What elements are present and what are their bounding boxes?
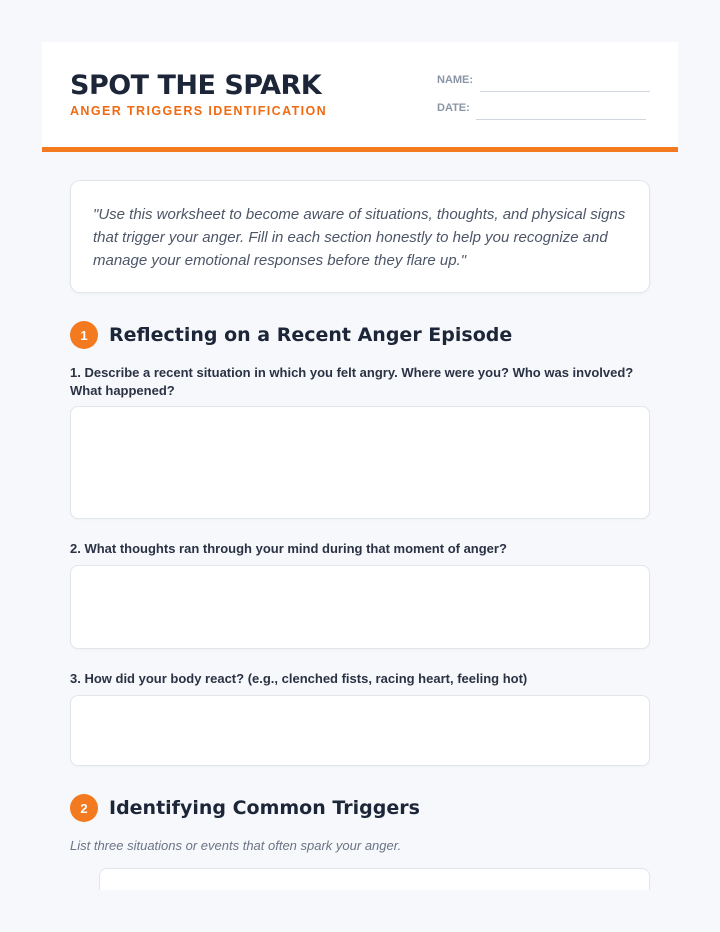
intro-quote: "Use this worksheet to become aware of situations, thoughts, and physical signs that trigger your anger. Fill in each section honestly to help you recognize and manage your emotional responses before they flare up.": [70, 180, 650, 293]
section-title: Identifying Common Triggers: [109, 797, 420, 819]
question-1: 1. Describe a recent situation in which you felt angry. Where were you? Who was involved? What happened?: [70, 365, 634, 398]
section-number-badge: 1: [70, 321, 98, 349]
name-field[interactable]: [480, 91, 650, 92]
section-2-hint: List three situations or events that often spark your anger.: [70, 838, 402, 853]
section-number-badge: 2: [70, 794, 98, 822]
date-field[interactable]: [476, 119, 646, 120]
section-2-heading: [70, 794, 420, 822]
worksheet-header: [42, 42, 678, 152]
answer-box-3[interactable]: [70, 695, 650, 766]
trigger-answer-box-1[interactable]: [99, 868, 650, 890]
worksheet-page: [42, 42, 678, 890]
section-1-heading: [70, 321, 512, 349]
question-2: 2. What thoughts ran through your mind during that moment of anger?: [70, 541, 507, 556]
section-title: Reflecting on a Recent Anger Episode: [109, 324, 513, 346]
name-label: NAME:: [437, 74, 474, 86]
page-title: SPOT THE SPARK: [70, 70, 322, 101]
date-label: DATE:: [437, 102, 470, 114]
question-3: 3. How did your body react? (e.g., clenched fists, racing heart, feeling hot): [70, 671, 528, 686]
answer-box-2[interactable]: [70, 565, 650, 649]
answer-box-1[interactable]: [70, 406, 650, 519]
page-subtitle: ANGER TRIGGERS IDENTIFICATION: [70, 104, 328, 118]
